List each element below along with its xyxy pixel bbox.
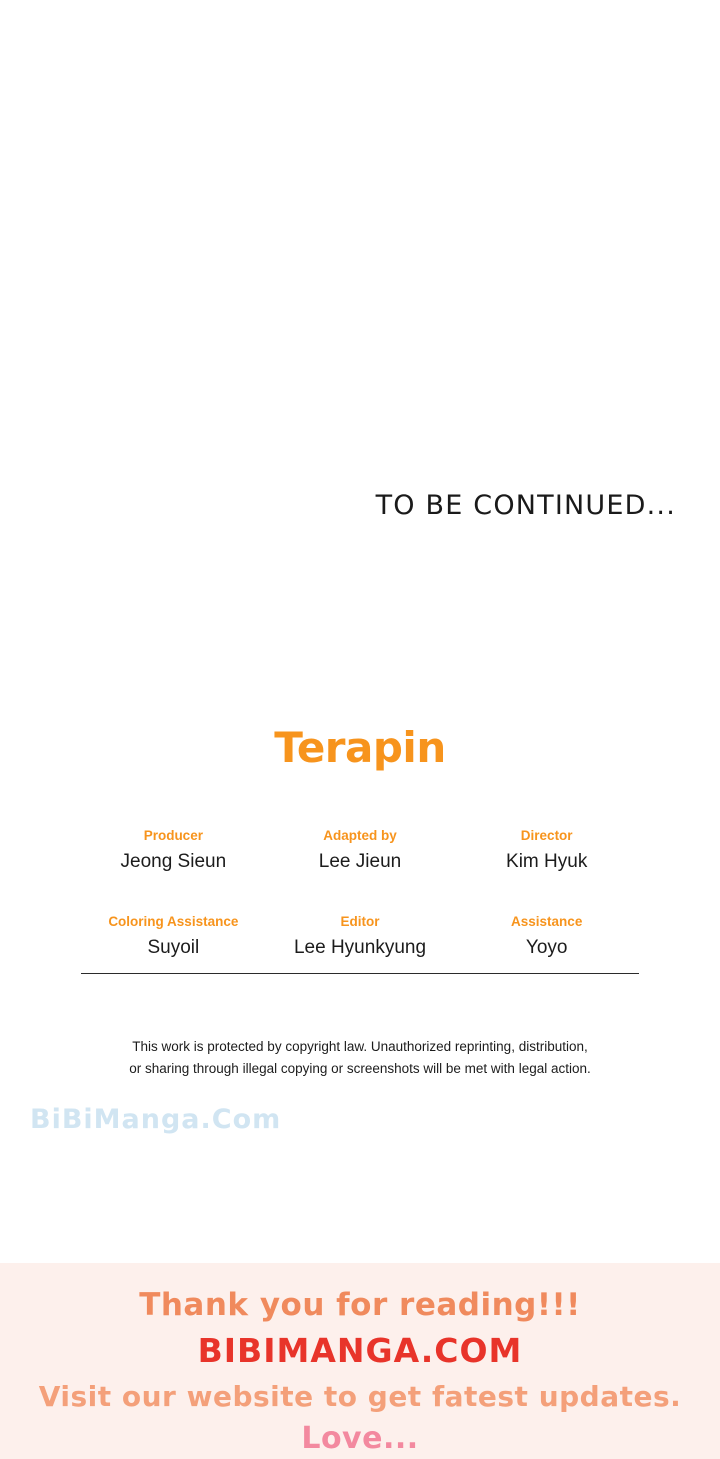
footer-visit-text: Visit our website to get fatest updates. [38, 1380, 682, 1413]
credit-role: Assistance [511, 913, 583, 929]
to-be-continued-text: TO BE CONTINUED... [375, 490, 676, 521]
credit-name: Kim Hyuk [506, 851, 588, 873]
credits-block [80, 828, 640, 960]
copyright-line-1: This work is protected by copyright law. Unauthorized reprinting, distribution, [132, 1039, 588, 1054]
copyright-line-2: or sharing through illegal copying or screenshots will be met with legal action. [129, 1061, 591, 1077]
footer-site-name[interactable]: BIBIMANGA.COM [197, 1331, 523, 1370]
series-title: Terapin [274, 723, 446, 772]
copyright-notice [0, 1036, 720, 1081]
credit-name: Jeong Sieun [120, 851, 227, 873]
credit-role: Producer [143, 828, 203, 843]
credit-entry-adapted-by [267, 828, 454, 874]
credit-name: Lee Jieun [318, 851, 402, 873]
footer-love-text: Love... [301, 1421, 419, 1456]
footer-banner [0, 1263, 720, 1459]
credit-entry-director [453, 828, 640, 874]
section-divider [81, 973, 639, 974]
credits-row [80, 914, 640, 960]
footer-thanks-text: Thank you for reading!!! [139, 1287, 581, 1323]
credit-entry-assistance [453, 914, 640, 960]
credit-name: Suyoil [147, 937, 200, 959]
credits-row [80, 828, 640, 874]
credit-entry-coloring-assistance [80, 914, 267, 960]
site-watermark: BiBiManga.Com [30, 1104, 282, 1135]
credit-name: Yoyo [525, 937, 568, 959]
credit-entry-editor [267, 914, 454, 960]
credit-name: Lee Hyunkyung [293, 937, 427, 959]
credit-role: Director [520, 828, 573, 843]
credit-role: Editor [340, 913, 380, 929]
credit-role: Adapted by [323, 828, 397, 843]
credit-role: Coloring Assistance [108, 913, 239, 929]
credit-entry-producer [80, 828, 267, 874]
